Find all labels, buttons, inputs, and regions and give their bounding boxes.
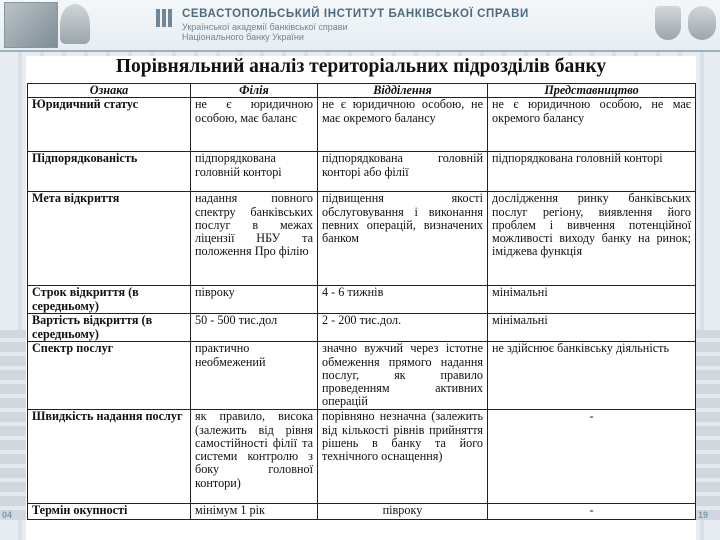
division-cell: порівняно незначна (залежить від кількості рівнів прийняття рішень в банку та його технічного оснащення): [318, 410, 488, 504]
division-cell: 4 - 6 тижнів: [318, 286, 488, 314]
header-representative-office: Представництво: [488, 84, 696, 98]
division-cell: півроку: [318, 504, 488, 520]
institute-subtitle-2: Національного банку України: [182, 32, 304, 42]
row-label: Спектр послуг: [28, 342, 191, 410]
footer-date: 04: [2, 510, 13, 520]
header-feature: Ознака: [28, 84, 191, 98]
table-row: [28, 98, 696, 152]
office-cell: мінімальні: [488, 314, 696, 342]
row-label: Юридичний статус: [28, 98, 191, 152]
row-label: Термін окупності: [28, 504, 191, 520]
branch-cell: практично необмежений: [191, 342, 318, 410]
table-row: [28, 152, 696, 192]
office-cell: не є юридичною особою, не має окремого балансу: [488, 98, 696, 152]
branch-cell: підпорядкована головній конторі: [191, 152, 318, 192]
branch-cell: як правило, висока (залежить від рівня самостійності філії та системи контролю з боку головної контори): [191, 410, 318, 504]
row-label: Строк відкриття (в середньому): [28, 286, 191, 314]
office-cell: не здійснює банківську діяльність: [488, 342, 696, 410]
institute-name: СЕВАСТОПОЛЬСЬКИЙ ІНСТИТУТ БАНКІВСЬКОЇ СПРАВИ: [182, 8, 529, 20]
table-row: [28, 504, 696, 520]
institute-subtitle-1: Української академії банківської справи: [182, 22, 348, 32]
division-cell: значно вужчий через істотне обмеження прямого надання послуг, як правило проведенням активних операцій: [318, 342, 488, 410]
office-cell: -: [488, 410, 696, 504]
page-number: 19: [698, 510, 709, 520]
background-left-wall: [0, 330, 28, 520]
header-division: Відділення: [318, 84, 488, 98]
table-row: [28, 192, 696, 286]
office-cell: -: [488, 504, 696, 520]
row-label: Вартість відкриття (в середньому): [28, 314, 191, 342]
division-cell: не є юридичною особою, не має окремого балансу: [318, 98, 488, 152]
branch-cell: півроку: [191, 286, 318, 314]
office-cell: підпорядкована головній конторі: [488, 152, 696, 192]
division-cell: підпорядкована головній конторі або філії: [318, 152, 488, 192]
table-row: [28, 286, 696, 314]
division-cell: 2 - 200 тис.дол.: [318, 314, 488, 342]
institute-logo-icon: [156, 9, 174, 27]
slide-title: Порівняльний аналіз територіальних підрозділів банку: [115, 56, 607, 77]
division-cell: підвищення якості обслуговування і виконання певних операцій, визначених банком: [318, 192, 488, 286]
table-row: [28, 410, 696, 504]
office-cell: мінімальні: [488, 286, 696, 314]
crest-icon: [655, 6, 681, 40]
table-row: [28, 342, 696, 410]
branch-cell: мінімум 1 рік: [191, 504, 318, 520]
branch-cell: надання повного спектру банківських послуг в межах ліцензії НБУ та положення Про філію: [191, 192, 318, 286]
seal-icon: [688, 6, 716, 40]
row-label: Мета відкриття: [28, 192, 191, 286]
branch-cell: 50 - 500 тис.дол: [191, 314, 318, 342]
table-row: [28, 314, 696, 342]
header-branch: Філія: [191, 84, 318, 98]
table-header-row: [28, 84, 696, 98]
branch-cell: не є юридичною особою, має баланс: [191, 98, 318, 152]
institute-brand: [156, 8, 576, 44]
row-label: Швидкість надання послуг: [28, 410, 191, 504]
building-logo-icon: [4, 2, 58, 48]
office-cell: дослідження ринку банківських послуг регіону, виявлення його проблем і вивчення потенційної можливості виходу банку на ринок; іміджева функція: [488, 192, 696, 286]
comparison-table: [27, 83, 696, 520]
row-label: Підпорядкованість: [28, 152, 191, 192]
emblem-icon: [60, 4, 90, 44]
